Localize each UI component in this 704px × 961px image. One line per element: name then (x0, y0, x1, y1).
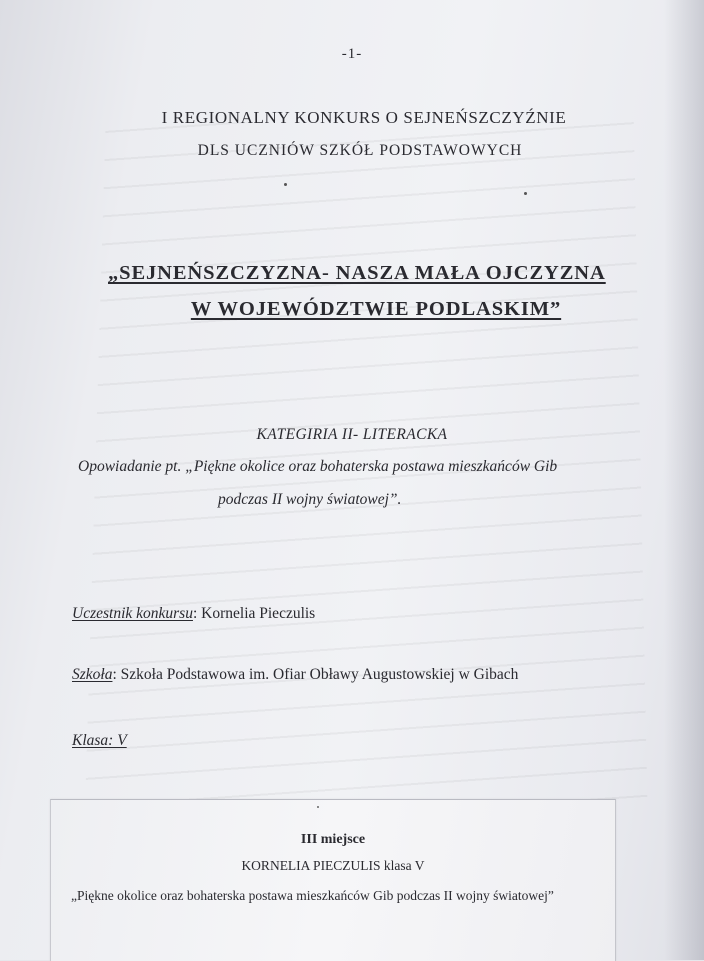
contest-title-line-2: W WOJEWÓDZTWIE PODLASKIM” (190, 298, 562, 320)
participant-label: Uczestnik konkursu (72, 605, 193, 622)
school-name: Szkoła Podstawowa im. Ofiar Obławy Augustowskiej w Gibach (120, 666, 519, 683)
participant-name: Kornelia Pieczulis (201, 605, 316, 622)
contest-heading: I REGIONALNY KONKURS O SEJNEŃSZCZYŹNIE (161, 108, 567, 127)
participant-field (72, 605, 315, 623)
category-heading: KATEGIRIA II- LITERACKA (256, 426, 448, 443)
colon: : (112, 666, 121, 683)
school-field (72, 666, 518, 684)
award-place: III miejsce (300, 832, 366, 847)
page-number: -1- (341, 46, 363, 62)
award-note-slip (50, 799, 616, 961)
award-recipient: KORNELIA PIECZULIS klasa V (241, 858, 425, 873)
story-title-line-1: Opowiadanie pt. „Piękne okolice oraz bohaterska postawa mieszkańców Gib (78, 458, 558, 475)
colon: : (192, 605, 202, 622)
ink-dot (524, 192, 527, 195)
award-work-title: „Piękne okolice oraz bohaterska postawa mieszkańców Gib podczas II wojny światowej” (71, 888, 554, 903)
class-label: Klasa: V (72, 732, 127, 749)
contest-subheading: DLS UCZNIÓW SZKÓŁ PODSTAWOWYCH (197, 142, 523, 159)
contest-title-line-1: „SEJNEŃSZCZYZNA- NASZA MAŁA OJCZYZNA (108, 262, 606, 284)
ink-dot (284, 183, 287, 186)
class-field (72, 732, 127, 750)
ink-dot (317, 806, 319, 808)
school-label: Szkoła (72, 666, 113, 683)
story-title-line-2: podczas II wojny światowej”. (218, 491, 402, 508)
